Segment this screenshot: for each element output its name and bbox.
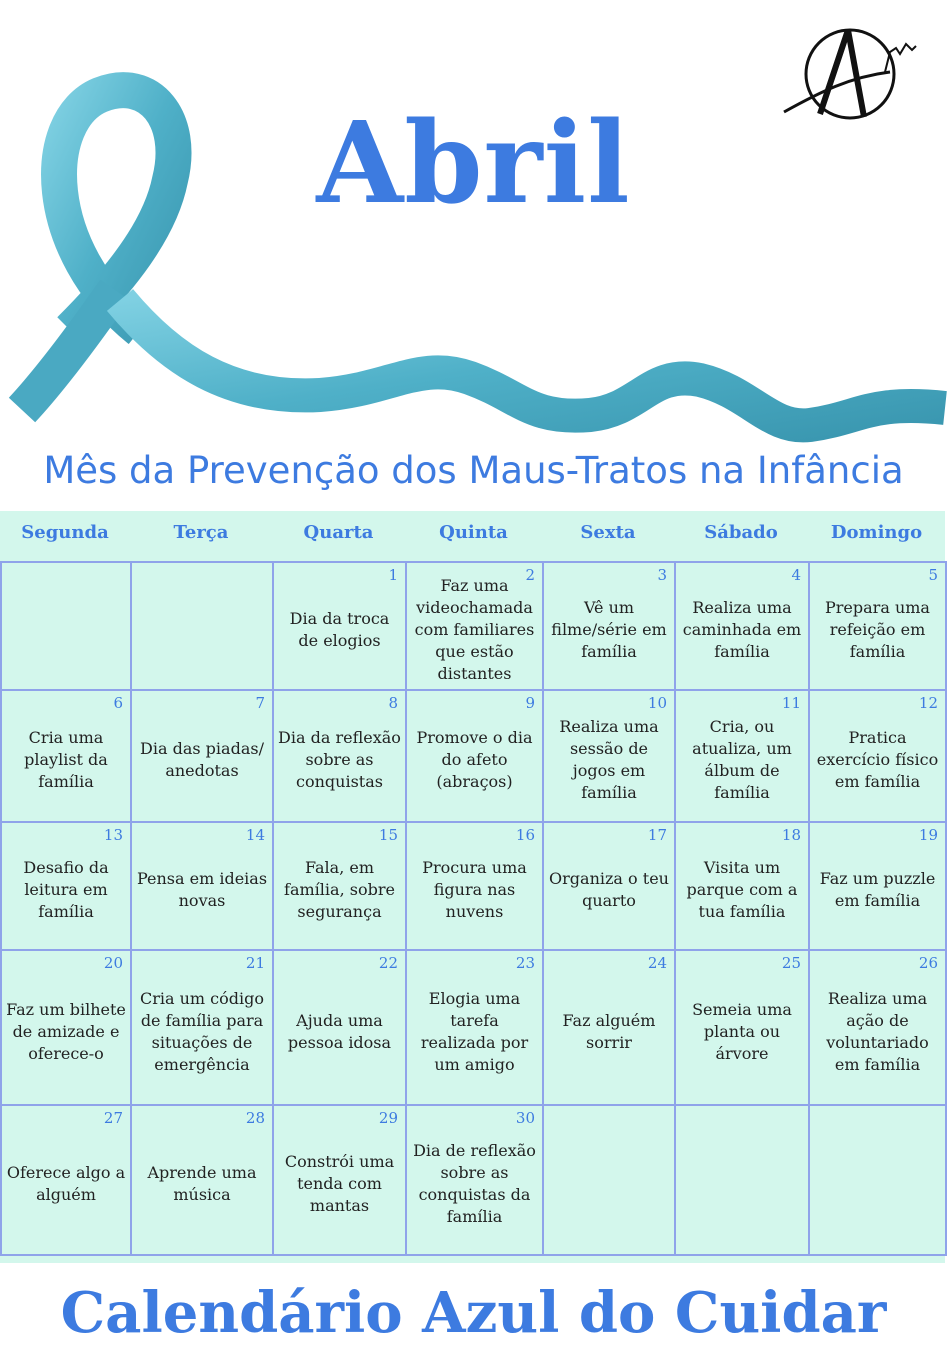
calendar-day-cell [405,689,544,823]
day-number: 6 [113,694,123,712]
day-activity [136,575,268,685]
day-activity: Elogia uma tarefa realizada por um amigo [420,988,529,1074]
day-activity: Promove o dia do afeto (abraços) [416,728,533,791]
day-number: 22 [378,954,398,972]
day-number: 21 [245,954,265,972]
calendar-day-cell [674,561,810,691]
day-number: 13 [103,826,123,844]
day-number: 10 [647,694,667,712]
day-activity: Dia da troca de elogios [289,609,390,650]
day-number: 29 [378,1109,398,1127]
day-activity: Cria, ou atualiza, um álbum de família [692,717,792,802]
calendar-day-cell [130,561,274,691]
day-activity: Dia da reflexão sobre as conquistas [278,728,401,791]
calendar-day-cell [130,1104,274,1256]
weekday-header: Quinta [439,522,508,543]
calendar-day-cell [405,1104,544,1256]
day-activity: Procura uma figura nas nuvens [422,858,527,921]
calendar-day-cell [542,689,676,823]
day-activity: Organiza o teu quarto [549,869,669,910]
day-number: 27 [103,1109,123,1127]
day-number: 11 [781,694,801,712]
calendar-day-cell [272,1104,407,1256]
day-number: 12 [918,694,938,712]
day-activity: Oferece algo a alguém [6,1163,126,1204]
day-number: 19 [918,826,938,844]
weekday-header: Segunda [21,522,109,543]
calendar-day-cell [808,821,947,951]
day-number: 1 [388,566,398,584]
page-subtitle: Mês da Prevenção dos Maus-Tratos na Infância [43,449,904,492]
day-activity: Dia das piadas/ anedotas [140,739,264,780]
calendar-day-cell [808,561,947,691]
day-activity: Prepara uma refeição em família [825,598,930,661]
day-number: 7 [255,694,265,712]
calendar-day-cell [0,561,132,691]
calendar-day-cell [130,821,274,951]
calendar-day-cell [674,689,810,823]
day-activity: Pratica exercício físico em família [816,728,939,791]
day-activity: Faz um puzzle em família [819,869,936,910]
footer-title: Calendário Azul do Cuidar [60,1280,887,1346]
day-activity: Faz alguém sorrir [562,1010,656,1052]
day-activity: Cria um código de família para situações de emergência [139,988,265,1074]
day-number: 14 [245,826,265,844]
day-number: 5 [928,566,938,584]
day-activity: Cria uma playlist da família [24,728,108,791]
day-activity [6,575,126,685]
day-number: 15 [378,826,398,844]
day-activity: Faz um bilhete de amizade e oferece-o [6,999,126,1063]
day-number: 2 [525,566,535,584]
day-activity: Realiza uma sessão de jogos em família [559,717,659,802]
day-activity: Pensa em ideias novas [136,869,268,910]
day-activity [814,1118,941,1250]
day-number: 17 [647,826,667,844]
day-activity: Semeia uma planta ou árvore [692,999,792,1063]
calendar-day-cell [0,1104,132,1256]
calendar-day-cell [405,561,544,691]
weekday-header: Sábado [704,522,778,543]
day-number: 30 [515,1109,535,1127]
brand-logo [780,22,920,122]
day-activity: Vê um filme/série em família [551,598,667,661]
day-number: 4 [791,566,801,584]
calendar-day-cell [542,1104,676,1256]
weekday-header: Quarta [303,522,374,543]
day-number: 8 [388,694,398,712]
calendar-day-cell [130,689,274,823]
calendar-day-cell [674,821,810,951]
day-activity: Realiza uma caminhada em família [682,598,802,661]
page-title: Abril [316,98,631,229]
calendar-day-cell [674,949,810,1106]
day-activity: Desafio da leitura em família [23,858,109,921]
calendar-day-cell [272,689,407,823]
calendar-day-cell [808,949,947,1106]
day-activity: Fala, em família, sobre segurança [284,858,395,921]
day-activity: Realiza uma ação de voluntariado em família [826,988,929,1074]
day-activity [680,1118,804,1250]
day-number: 26 [918,954,938,972]
day-number: 9 [525,694,535,712]
day-activity: Visita um parque com a tua família [686,858,798,921]
calendar-day-cell [542,949,676,1106]
weekday-header: Sexta [580,522,636,543]
day-activity: Constrói uma tenda com mantas [284,1152,395,1215]
calendar-day-cell [272,949,407,1106]
day-number: 24 [647,954,667,972]
calendar-day-cell [0,949,132,1106]
weekday-header: Terça [173,522,229,543]
calendar-day-cell [405,949,544,1106]
day-number: 23 [515,954,535,972]
calendar-day-cell [0,689,132,823]
weekday-header: Domingo [830,522,923,543]
calendar-day-cell [674,1104,810,1256]
calendar-day-cell [272,561,407,691]
calendar-day-cell [808,689,947,823]
day-activity: Aprende uma música [147,1163,257,1204]
day-activity: Ajuda uma pessoa idosa [287,1010,392,1052]
day-number: 3 [657,566,667,584]
calendar-day-cell [808,1104,947,1256]
day-number: 20 [103,954,123,972]
calendar-day-cell [542,821,676,951]
day-number: 28 [245,1109,265,1127]
calendar-day-cell [130,949,274,1106]
day-number: 18 [781,826,801,844]
day-activity: Faz uma videochamada com familiares que estão distantes [414,576,535,683]
day-activity: Dia de reflexão sobre as conquistas da família [413,1141,536,1226]
day-number: 25 [781,954,801,972]
calendar-day-cell [272,821,407,951]
day-number: 16 [515,826,535,844]
day-activity [548,1118,670,1250]
calendar-day-cell [0,821,132,951]
calendar-day-cell [405,821,544,951]
calendar-day-cell [542,561,676,691]
